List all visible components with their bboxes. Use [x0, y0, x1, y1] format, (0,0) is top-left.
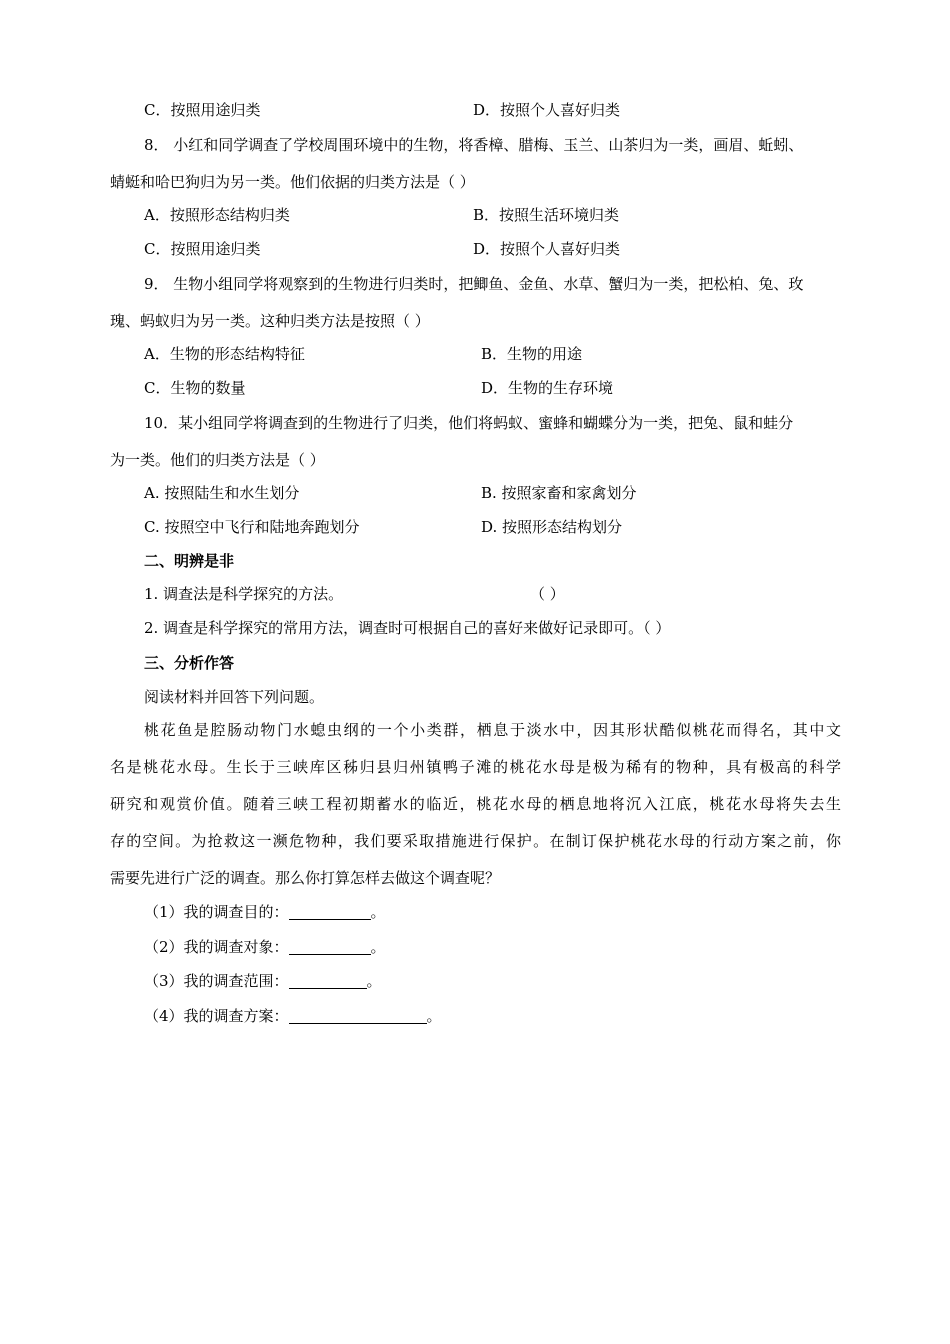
section2-item1 — [0, 582, 950, 606]
q9-stem-line1 — [0, 272, 950, 296]
q8-option-b: B．按照生活环境归类 — [473, 206, 620, 224]
section2-item2-text: 2. 调查是科学探究的常用方法，调查时可根据自己的喜好来做好记录即可。（ ） — [144, 619, 671, 637]
fill-q3 — [0, 969, 950, 993]
q10-option-a: A. 按照陆生和水生划分 — [144, 484, 300, 502]
q8-option-d: D．按照个人喜好归类 — [473, 240, 621, 258]
section3-intro — [0, 685, 950, 709]
q8-line1-text: 8． 小红和同学调查了学校周围环境中的生物，将香樟、腊梅、玉兰、山茶归为一类，画眉、蚯蚓、 — [144, 136, 804, 154]
fill-q4 — [0, 1004, 950, 1028]
fill-q1-row — [144, 900, 386, 924]
q8-option-c: C．按照用途归类 — [144, 240, 261, 258]
q9-line2-text: 瑰、蚂蚁归为另一类。这种归类方法是按照（ ） — [110, 312, 430, 330]
q10-option-c: C. 按照空中飞行和陆地奔跑划分 — [144, 518, 360, 536]
q8-option-a: A．按照形态结构归类 — [144, 206, 290, 224]
q8-stem-line1 — [0, 133, 950, 157]
q10-option-d: D. 按照形态结构划分 — [481, 518, 623, 536]
q10-option-b: B. 按照家畜和家禽划分 — [481, 484, 637, 502]
q10-stem-line1 — [0, 411, 950, 435]
q9-options-ab — [0, 342, 950, 366]
fill-q3-blank[interactable] — [289, 972, 367, 989]
section2-item1-text: 1. 调查法是科学探究的方法。 — [144, 585, 344, 603]
section3-intro-text: 阅读材料并回答下列问题。 — [144, 688, 325, 706]
fill-q4-end: 。 — [426, 1007, 442, 1025]
fill-q3-row — [144, 969, 382, 993]
q8-options-ab — [0, 203, 950, 227]
fill-q4-label: （4）我的调查方案： — [144, 1007, 289, 1025]
q7-option-c: C．按照用途归类 — [144, 101, 261, 119]
q8-line2-text: 蜻蜓和哈巴狗归为另一类。他们依据的归类方法是（ ） — [110, 173, 475, 191]
passage-text-3: 研究和观赏价值。随着三峡工程初期蓄水的临近，桃花水母的栖息地将沉入江底，桃花水母将失去生 — [110, 795, 841, 813]
q10-stem-line2 — [0, 448, 950, 472]
fill-q1 — [0, 900, 950, 924]
passage-text-5: 需要先进行广泛的调查。那么你打算怎样去做这个调查呢？ — [110, 869, 501, 887]
section2-item2 — [0, 616, 950, 640]
section2-heading-row — [0, 549, 950, 573]
fill-q3-label: （3）我的调查范围： — [144, 972, 289, 990]
q9-option-d: D．生物的生存环境 — [481, 379, 614, 397]
passage-line-3 — [0, 792, 950, 816]
passage-text-1: 桃花鱼是腔肠动物门水螅虫纲的一个小类群，栖息于淡水中，因其形状酷似桃花而得名，其中文 — [144, 721, 841, 739]
passage-text-2: 名是桃花水母。生长于三峡库区秭归县归州镇鸭子滩的桃花水母是极为稀有的物种，具有极高的科学 — [110, 758, 841, 776]
fill-q1-blank[interactable] — [289, 903, 371, 920]
fill-q2-label: （2）我的调查对象： — [144, 938, 289, 956]
q10-line2-text: 为一类。他们的归类方法是（ ） — [110, 451, 325, 469]
q9-option-c: C．生物的数量 — [144, 379, 246, 397]
q8-stem-line2 — [0, 170, 950, 194]
q10-line1-text: 10．某小组同学将调查到的生物进行了归类，他们将蚂蚁、蜜蜂和蝴蝶分为一类，把兔、鼠和蛙分 — [144, 414, 794, 432]
passage-text-4: 存的空间。为抢救这一濒危物种，我们要采取措施进行保护。在制订保护桃花水母的行动方案之前，你 — [110, 832, 841, 850]
fill-q2-blank[interactable] — [289, 938, 371, 955]
q8-options-cd — [0, 237, 950, 261]
fill-q2-row — [144, 935, 386, 959]
fill-q3-end: 。 — [366, 972, 382, 990]
q10-options-cd — [0, 515, 950, 539]
q7-option-d: D．按照个人喜好归类 — [473, 101, 621, 119]
fill-q1-label: （1）我的调查目的： — [144, 903, 289, 921]
q9-option-b: B．生物的用途 — [481, 345, 583, 363]
fill-q2 — [0, 935, 950, 959]
section3-heading-row — [0, 651, 950, 675]
q9-stem-line2 — [0, 309, 950, 333]
q9-option-a: A．生物的形态结构特征 — [144, 345, 305, 363]
fill-q1-end: 。 — [370, 903, 386, 921]
fill-q4-row — [144, 1004, 442, 1028]
section2-item1-answer-paren: （ ） — [530, 585, 565, 603]
section3-title: 三、分析作答 — [144, 654, 235, 672]
q9-line1-text: 9． 生物小组同学将观察到的生物进行归类时，把鲫鱼、金鱼、水草、蟹归为一类，把松柏、兔、玫 — [144, 275, 804, 293]
q10-options-ab — [0, 481, 950, 505]
fill-q4-blank[interactable] — [289, 1007, 427, 1024]
passage-line-4 — [0, 829, 950, 853]
fill-q2-end: 。 — [370, 938, 386, 956]
section2-title: 二、明辨是非 — [144, 552, 235, 570]
passage-line-5 — [0, 866, 950, 890]
passage-line-2 — [0, 755, 950, 779]
q7-options-cd — [0, 98, 950, 122]
passage-line-1 — [0, 718, 950, 742]
q9-options-cd — [0, 376, 950, 400]
